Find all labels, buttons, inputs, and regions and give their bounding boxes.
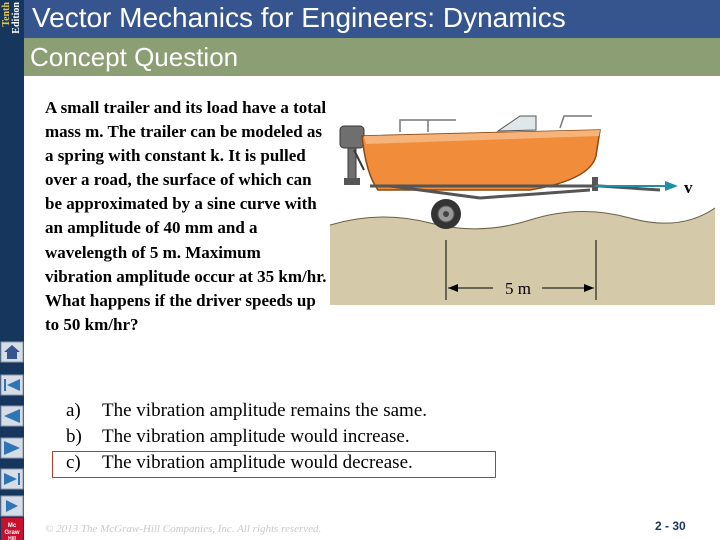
answer-letter: c) [66, 452, 81, 473]
first-slide-icon[interactable] [0, 374, 24, 396]
trailer-figure [330, 90, 715, 305]
exit-icon[interactable] [0, 495, 24, 517]
svg-text:Hill: Hill [8, 536, 16, 540]
velocity-label: v [684, 178, 693, 197]
heading-bar [24, 38, 720, 76]
svg-text:Mc: Mc [7, 523, 17, 529]
edition-line2: Edition [11, 2, 22, 34]
home-icon[interactable] [0, 341, 24, 363]
navigation-sidebar [0, 0, 24, 540]
answer-letter: b) [66, 426, 82, 447]
publisher-logo [0, 518, 24, 540]
copyright-notice: © 2013 The McGraw-Hill Companies, Inc. All rights reserved. [45, 523, 322, 535]
trailer-wheel [431, 199, 461, 229]
answer-option-a[interactable] [66, 398, 526, 424]
answer-list [66, 398, 526, 476]
page-number: 2 - 30 [655, 519, 686, 533]
title-bar [24, 0, 720, 38]
edition-label [1, 2, 23, 42]
answer-option-c[interactable] [66, 450, 526, 476]
answer-text: The vibration amplitude would increase. [102, 426, 410, 447]
answer-text: The vibration amplitude remains the same. [102, 400, 428, 421]
next-slide-icon[interactable] [0, 437, 24, 459]
velocity-arrow-head [665, 181, 678, 191]
previous-slide-icon[interactable] [0, 405, 24, 427]
boat-railing [400, 116, 592, 132]
windshield [498, 116, 536, 131]
answer-text: The vibration amplitude would decrease. [102, 452, 413, 473]
book-title: Vector Mechanics for Engineers: Dynamics [32, 2, 566, 33]
wavelength-label: 5 m [505, 279, 531, 298]
question-text [45, 96, 330, 337]
last-slide-icon[interactable] [0, 468, 24, 490]
question-paragraph: A small trailer and its load have a total mass m. The trailer can be modeled as a spring with constant k. It is pulled over a road, the surface of which can be approximated by a sine curve with an amplitude of 40 mm and a wavelength of 5 m. Maximum vibration amplitude occur at 35 km/hr. What happens if the driver speeds up to 50 km/hr? [45, 98, 327, 334]
slide-heading: Concept Question [30, 42, 239, 72]
edition-line1: Tenth [1, 2, 12, 27]
outboard-motor [340, 126, 364, 185]
answer-option-b[interactable] [66, 424, 526, 450]
answer-letter: a) [66, 400, 81, 421]
svg-text:Graw: Graw [4, 530, 20, 536]
